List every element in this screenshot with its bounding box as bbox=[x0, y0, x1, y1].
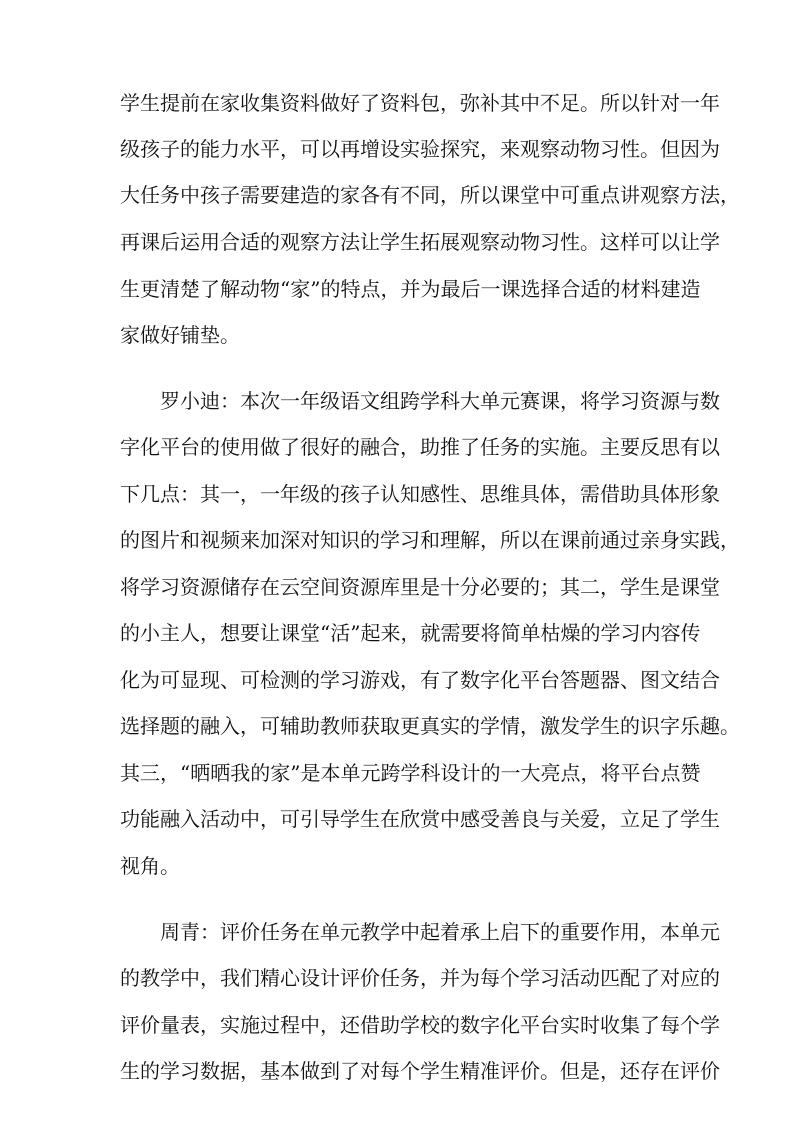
paragraph-2-line-10: 功能融入活动中，可引导学生在欣赏中感受善良与关爱，立足了学生 bbox=[120, 807, 720, 831]
paragraph-2-line-1: 罗小迪：本次一年级语文组跨学科大单元赛课，将学习资源与数 bbox=[160, 389, 720, 413]
paragraph-1-line-3: 大任务中孩子需要建造的家各有不同，所以课堂中可重点讲观察方法， bbox=[120, 183, 740, 207]
paragraph-2-line-8: 选择题的融入，可辅助教师获取更真实的学情，激发学生的识字乐趣。 bbox=[120, 714, 740, 738]
paragraph-2-line-3: 下几点：其一，一年级的孩子认知感性、思维具体，需借助具体形象 bbox=[120, 482, 720, 506]
paragraph-2-line-7: 化为可显现、可检测的学习游戏，有了数字化平台答题器、图文结合 bbox=[120, 668, 720, 692]
paragraph-1-line-5: 生更清楚了解动物“家”的特点，并为最后一课选择合适的材料建造 bbox=[120, 277, 701, 301]
paragraph-3-line-3: 评价量表，实施过程中，还借助学校的数字化平台实时收集了每个学 bbox=[120, 1013, 720, 1037]
paragraph-1-line-6: 家做好铺垫。 bbox=[120, 323, 240, 347]
paragraph-1-line-2: 级孩子的能力水平，可以再增设实验探究，来观察动物习性。但因为 bbox=[120, 137, 720, 161]
paragraph-3-line-1: 周青：评价任务在单元教学中起着承上启下的重要作用，本单元 bbox=[160, 920, 720, 944]
paragraph-2-line-5: 将学习资源储存在云空间资源库里是十分必要的；其二，学生是课堂 bbox=[120, 575, 720, 599]
paragraph-3-line-4: 生的学习数据，基本做到了对每个学生精准评价。但是，还存在评价 bbox=[120, 1059, 720, 1083]
paragraph-1-line-1: 学生提前在家收集资料做好了资料包，弥补其中不足。所以针对一年 bbox=[120, 91, 720, 115]
paragraph-2-line-11: 视角。 bbox=[120, 854, 180, 878]
paragraph-2-line-2: 字化平台的使用做了很好的融合，助推了任务的实施。主要反思有以 bbox=[120, 435, 720, 459]
paragraph-1-line-4: 再课后运用合适的观察方法让学生拓展观察动物习性。这样可以让学 bbox=[120, 230, 720, 254]
paragraph-2-line-4: 的图片和视频来加深对知识的学习和理解，所以在课前通过亲身实践， bbox=[120, 528, 740, 552]
paragraph-2-line-6: 的小主人，想要让课堂“活”起来，就需要将简单枯燥的学习内容传 bbox=[120, 621, 701, 645]
paragraph-2-line-9: 其三，“晒晒我的家”是本单元跨学科设计的一大亮点，将平台点赞 bbox=[120, 761, 701, 785]
paragraph-3-line-2: 的教学中，我们精心设计评价任务，并为每个学习活动匹配了对应的 bbox=[120, 966, 720, 990]
